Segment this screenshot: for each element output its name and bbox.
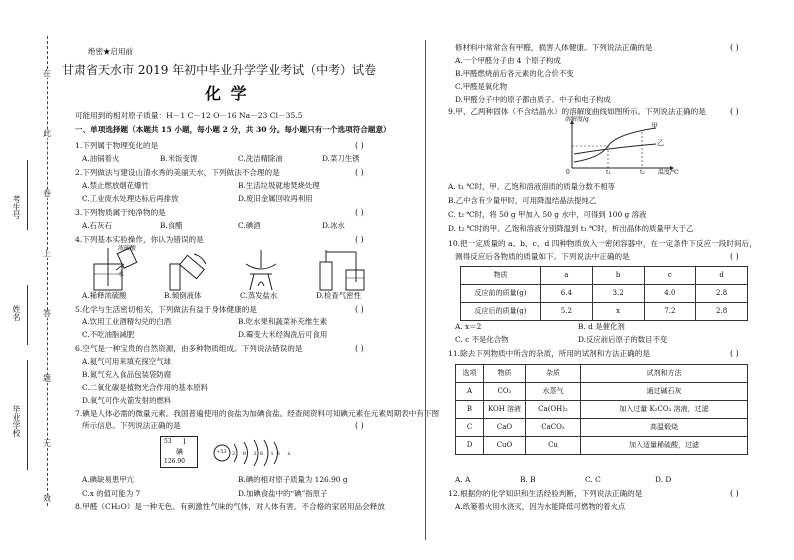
option: A.碘缺易患甲亢	[82, 475, 135, 484]
curve-yi	[574, 144, 656, 154]
shell-electrons: 2 8 18 18 x	[232, 451, 294, 457]
question-stem: 12.根据你的化学知识和生活经验判断，下列说法正确的是	[448, 489, 643, 498]
question-stem: 3.下列物质属于纯净物的是	[75, 208, 166, 217]
illustration-label: 浓硫酸	[118, 245, 137, 252]
table-row	[456, 437, 748, 455]
binding-char: 此	[43, 129, 51, 138]
q10-table	[460, 266, 748, 321]
option: B. d 是催化剂	[578, 322, 625, 331]
question-stem: 11.除去下列物质中所含的杂质，所用的试剂和方法正确的是	[448, 349, 650, 358]
label-name: 姓名	[12, 305, 21, 321]
element-cell	[160, 436, 198, 468]
table-cell: x	[592, 303, 644, 321]
table-header-cell: 物质	[484, 365, 526, 383]
binding-char: 题	[43, 374, 51, 383]
question-stem: 4.下列基本实验操作，你认为错误的是	[75, 235, 204, 244]
answer-blank[interactable]: ( )	[355, 168, 364, 177]
table-row	[461, 285, 748, 303]
table-header-cell: c	[644, 267, 696, 285]
option: D.菜刀生锈	[322, 154, 360, 163]
table-cell: A	[456, 383, 484, 401]
table-header-cell: 试剂和方法	[581, 365, 748, 383]
table-cell: Ca(OH)₂	[526, 401, 581, 419]
series-label-jia: 甲	[651, 122, 658, 130]
question-stem: 9.甲、乙两种固体（不含结晶水）的溶解度曲线如图所示。下列说法正确的是	[448, 107, 706, 116]
table-cell: 3.2	[592, 285, 644, 303]
option: B.碘的相对原子质量为 126.90 g	[238, 475, 348, 484]
exam-title: 甘肃省天水市 2019 年初中毕业升学学业考试（中考）试卷	[62, 63, 377, 77]
table-header-cell: a	[541, 267, 593, 285]
option: B.吃水果和蔬菜补充维生素	[238, 317, 328, 326]
question-stem: 8.甲醛（CH₂O）是一种无色、有刺激性气味的气体，对人体有害。不合格的家居用品会释放	[75, 502, 385, 511]
question-stem: 1.下列属于物理变化的是	[75, 141, 159, 150]
element-name: 碘	[176, 448, 183, 456]
table-cell: 反应后的质量(g)	[461, 303, 541, 321]
option: D. D	[655, 475, 672, 484]
option: A.一个甲醛分子由 4 个原子构成	[455, 56, 561, 65]
table-cell: 4.0	[644, 285, 696, 303]
table-header-cell: d	[696, 267, 748, 285]
table-cell: 6.4	[541, 285, 593, 303]
option: A. A	[455, 475, 471, 484]
q11-table	[455, 364, 748, 455]
table-cell: CaO	[484, 419, 526, 437]
table-header-row	[461, 267, 748, 285]
answer-blank[interactable]: ( )	[355, 208, 364, 217]
answer-blank[interactable]: ( )	[730, 43, 739, 52]
option: A.禁止燃放烟花爆竹	[82, 181, 149, 190]
dilute-acid-illustration	[86, 246, 146, 292]
table-row	[456, 401, 748, 419]
option: C.蒸发盐水	[240, 291, 278, 300]
table-header-cell: b	[592, 267, 644, 285]
answer-blank[interactable]: ( )	[730, 489, 739, 498]
blank-line	[27, 360, 28, 470]
answer-blank[interactable]: ( )	[355, 344, 364, 353]
label-school: 毕业学校	[12, 405, 21, 437]
question-stem: 10.把一定质量的 a、b、c、d 四种物质放入一密闭容器中，在一定条件下反应一段时间后，	[448, 239, 757, 248]
option: C. c 不是化合物	[455, 335, 509, 344]
table-cell: Cu	[526, 437, 581, 455]
option: A.纸篓着火用水浇灭，因为水能降低可燃物的着火点	[455, 502, 626, 511]
question-stem: 7.碘是人体必需的微量元素。我国普遍使用的食盐为加碘食盐。经查阅资料可知碘元素在元素周期表中有下图	[75, 409, 440, 418]
option: D.反应前后原子的数目不变	[578, 335, 668, 344]
section-heading: 一、单项选择题（本题共 15 小题，每小题 2 分，共 30 分。每小题只有一个选项符合题意）	[75, 125, 391, 134]
binding-char: 上	[43, 249, 51, 258]
atomic-number: 53	[164, 438, 172, 445]
question-stem: 测得反应后各物质的质量如下。下列说法中正确的是	[455, 252, 630, 261]
option: D. t₂ ℃时的甲、乙饱和溶液分别降温到 t₁ ℃时，析出晶体的质量甲大于乙	[448, 224, 694, 233]
binding-char: 在	[43, 69, 51, 78]
table-cell: 水蒸气	[526, 383, 581, 401]
option: C.工业废水处理达标后再排放	[82, 194, 179, 203]
option: C.甲醛是氧化物	[455, 82, 508, 91]
table-cell: C	[456, 419, 484, 437]
table-cell: CO₂	[484, 383, 526, 401]
binding-char: 无	[43, 439, 51, 448]
option: C.二氧化碳是植物光合作用的基本原料	[82, 383, 208, 392]
binding-char: 答	[43, 309, 51, 318]
option: A.石灰石	[82, 221, 112, 230]
tick-origin: 0	[566, 169, 570, 176]
table-cell: CuO	[484, 437, 526, 455]
option: A.氦气可用来填充探空气球	[82, 357, 171, 366]
y-axis-label: 溶解度/g	[565, 116, 589, 123]
table-cell: 2.8	[696, 285, 748, 303]
option: A. x＝2	[455, 322, 482, 331]
option: C.x 的值可能为 7	[82, 489, 141, 498]
table-cell: B	[456, 401, 484, 419]
table-cell: 加入过量 K₂CO₃ 溶液，过滤	[581, 401, 748, 419]
question-stem: 6.空气是一种宝贵的自然资源，由多种物质组成。下列说法错误的是	[75, 344, 303, 353]
blank-line	[27, 285, 28, 345]
answer-blank[interactable]: ( )	[730, 252, 739, 261]
table-header-row	[456, 365, 748, 383]
table-row	[456, 383, 748, 401]
nucleus-label: +53	[216, 449, 227, 455]
option: A.油锅着火	[82, 154, 120, 163]
answer-blank[interactable]: ( )	[355, 305, 364, 314]
table-header-cell: 物质	[461, 267, 541, 285]
option: C. C	[585, 475, 601, 484]
option: D.甲醛分子中的原子都由质子、中子和电子构成	[455, 95, 611, 104]
table-cell: 高温煅烧	[581, 419, 748, 437]
option: A.饮用工业酒精勾兑的白酒	[82, 317, 171, 326]
binding-char: 效	[43, 494, 51, 503]
table-cell: D	[456, 437, 484, 455]
answer-blank[interactable]: ( )	[730, 349, 739, 358]
option: D.废旧金属回收再利用	[238, 194, 313, 203]
series-label-yi: 乙	[657, 139, 664, 147]
option: C.碘酒	[238, 221, 261, 230]
illustration-label: 水	[118, 271, 125, 278]
question-stem: 修材料中常常含有甲醛，损害人体健康。下列说法正确的是	[455, 43, 653, 52]
option: D.氧气可作火箭发射的燃料	[82, 396, 172, 405]
blank-line	[27, 160, 28, 230]
table-header-cell: 杂质	[526, 365, 581, 383]
option: B.氮气充入食品包装袋防腐	[82, 370, 172, 379]
option: C.洗洁精除油	[238, 154, 283, 163]
answer-blank[interactable]: ( )	[730, 107, 739, 116]
binding-line	[47, 36, 48, 506]
label-student-id: 考生号	[12, 195, 21, 219]
table-cell: 2.8	[696, 303, 748, 321]
question-stem: 所示信息。下列说法正确的是	[82, 421, 181, 430]
table-cell: 7.2	[644, 303, 696, 321]
atomic-masses: 可能用到的相对原子质量：H－1 C－12 O－16 Na－23 Cl－35.5	[75, 111, 303, 120]
answer-blank[interactable]: ( )	[355, 141, 364, 150]
table-row	[456, 419, 748, 437]
answer-blank[interactable]: ( )	[355, 235, 364, 244]
option: D.加碘食盐中的“碘”指原子	[238, 489, 328, 498]
option: C. t₂ ℃时，将 50 g 甲加入 50 g 水中，可得到 100 g 溶液	[448, 210, 647, 219]
tick-t2: t₂	[640, 169, 645, 176]
option: A.稀释浓硫酸	[82, 291, 127, 300]
option: B. B	[520, 475, 536, 484]
question-stem: 2.下列做法与建设山清水秀的美丽天水，下列做法不合理的是	[75, 168, 280, 177]
option: B.乙中含有少量甲时，可用降温结晶法提纯乙	[448, 196, 597, 205]
option: B.倾倒液体	[164, 291, 202, 300]
option: B.食醋	[160, 221, 183, 230]
table-cell: 加入适量稀硫酸，过滤	[581, 437, 748, 455]
subject-title: 化 学	[205, 84, 249, 103]
table-header-cell: 选项	[456, 365, 484, 383]
option: A. t₁ ℃时，甲、乙饱和溶液溶质的质量分数不相等	[448, 182, 616, 191]
column-divider	[425, 40, 426, 540]
answer-blank[interactable]: ( )	[355, 421, 364, 430]
confidential-mark: 绝密★启用前	[88, 47, 133, 56]
evaporate-illustration	[236, 248, 286, 292]
tick-t1: t₁	[606, 169, 611, 176]
option: D.冰水	[322, 221, 345, 230]
option: D.霉变大米经淘洗后可食用	[238, 330, 328, 339]
atomic-mass: 126.90	[164, 458, 185, 465]
airtight-check-illustration	[312, 248, 368, 292]
table-row	[461, 303, 748, 321]
table-cell: 反应前的质量(g)	[461, 285, 541, 303]
table-cell: 通过碱石灰	[581, 383, 748, 401]
question-stem: 5.化学与生活密切相关，下列做法有益于身体健康的是	[75, 305, 257, 314]
element-symbol: I	[183, 438, 186, 446]
x-axis-label: 温度/℃	[658, 169, 679, 176]
table-cell: CaCO₃	[526, 419, 581, 437]
option: C.不吃油脂减肥	[82, 330, 135, 339]
option: D.检查气密性	[316, 291, 361, 300]
pour-liquid-illustration	[164, 250, 214, 292]
table-cell: 5.2	[541, 303, 593, 321]
binding-char: 卷	[43, 189, 51, 198]
option: B.甲醛燃烧前后各元素的化合价不变	[455, 69, 574, 78]
option: B.生活垃圾就地焚烧处理	[238, 181, 320, 190]
option: B.米饭变馊	[160, 154, 198, 163]
table-cell: KOH 溶液	[484, 401, 526, 419]
